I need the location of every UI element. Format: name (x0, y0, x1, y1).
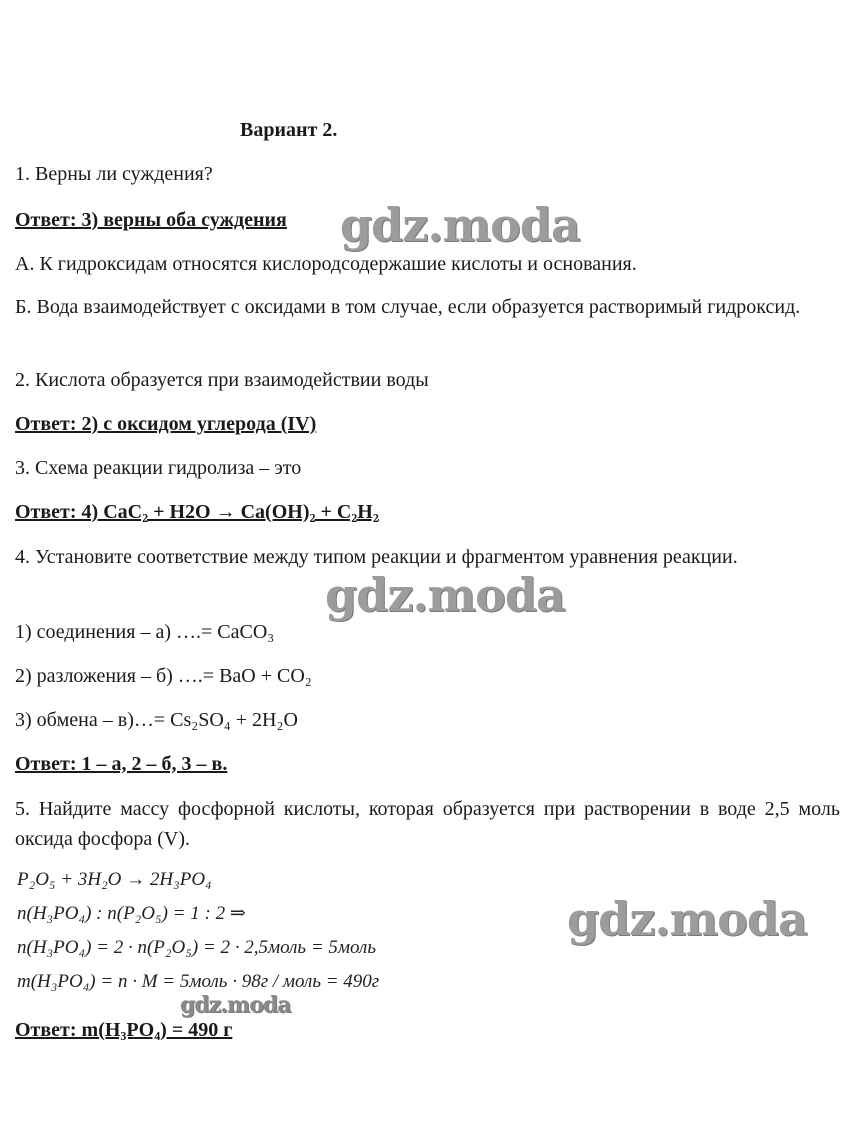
watermark-logo: gdz.moda (325, 568, 565, 622)
equation-mass: m(H₃PO₄) = n · M = 5моль · 98г / моль = 490г (17, 971, 380, 992)
match-item-2: 2) разложения – б) ….= BaO + CO₂ (15, 665, 312, 687)
question-3: 3. Схема реакции гидролиза – это (15, 457, 302, 479)
page-title: Вариант 2. (240, 119, 338, 141)
answer-5: Ответ: m(H₃PO₄) = 490 г (15, 1019, 233, 1041)
watermark-logo: gdz.moda (180, 992, 291, 1018)
question-1: 1. Верны ли суждения? (15, 163, 213, 185)
statement-b: Б. Вода взаимодействует с оксидами в том случае, если образуется растворимый гидроксид. (15, 296, 801, 318)
match-item-3: 3) обмена – в)…= Cs₂SO₄ + 2H₂O (15, 709, 298, 731)
watermark-logo: gdz.moda (567, 892, 807, 946)
question-5: 5. Найдите массу фосфорной кислоты, которая образуется при растворении в воде 2,5 моль оксида фосфора (V). (15, 798, 840, 850)
answer-4: Ответ: 1 – а, 2 – б, 3 – в. (15, 753, 228, 775)
watermark-logo: gdz.moda (340, 198, 580, 252)
equation-moles: n(H₃PO₄) = 2 · n(P₂O₅) = 2 · 2,5моль = 5моль (17, 937, 376, 958)
match-item-1: 1) соединения – а) ….= CaCO₃ (15, 621, 275, 643)
answer-3: Ответ: 4) CaC₂ + H2O → Ca(OH)₂ + C₂H₂ (15, 501, 379, 523)
equation-ratio: n(H₃PO₄) : n(P₂O₅) = 1 : 2 ⇒ (17, 903, 246, 924)
statement-a: А. К гидроксидам относятся кислородсодержашие кислоты и основания. (15, 253, 637, 275)
equation-reaction: P₂O₅ + 3H₂O → 2H₃PO₄ (17, 869, 212, 890)
question-4: 4. Установите соответствие между типом реакции и фрагментом уравнения реакции. (15, 546, 738, 568)
answer-2: Ответ: 2) с оксидом углерода (IV) (15, 413, 317, 435)
question-2: 2. Кислота образуется при взаимодействии воды (15, 369, 429, 391)
answer-1: Ответ: 3) верны оба суждения (15, 209, 287, 231)
